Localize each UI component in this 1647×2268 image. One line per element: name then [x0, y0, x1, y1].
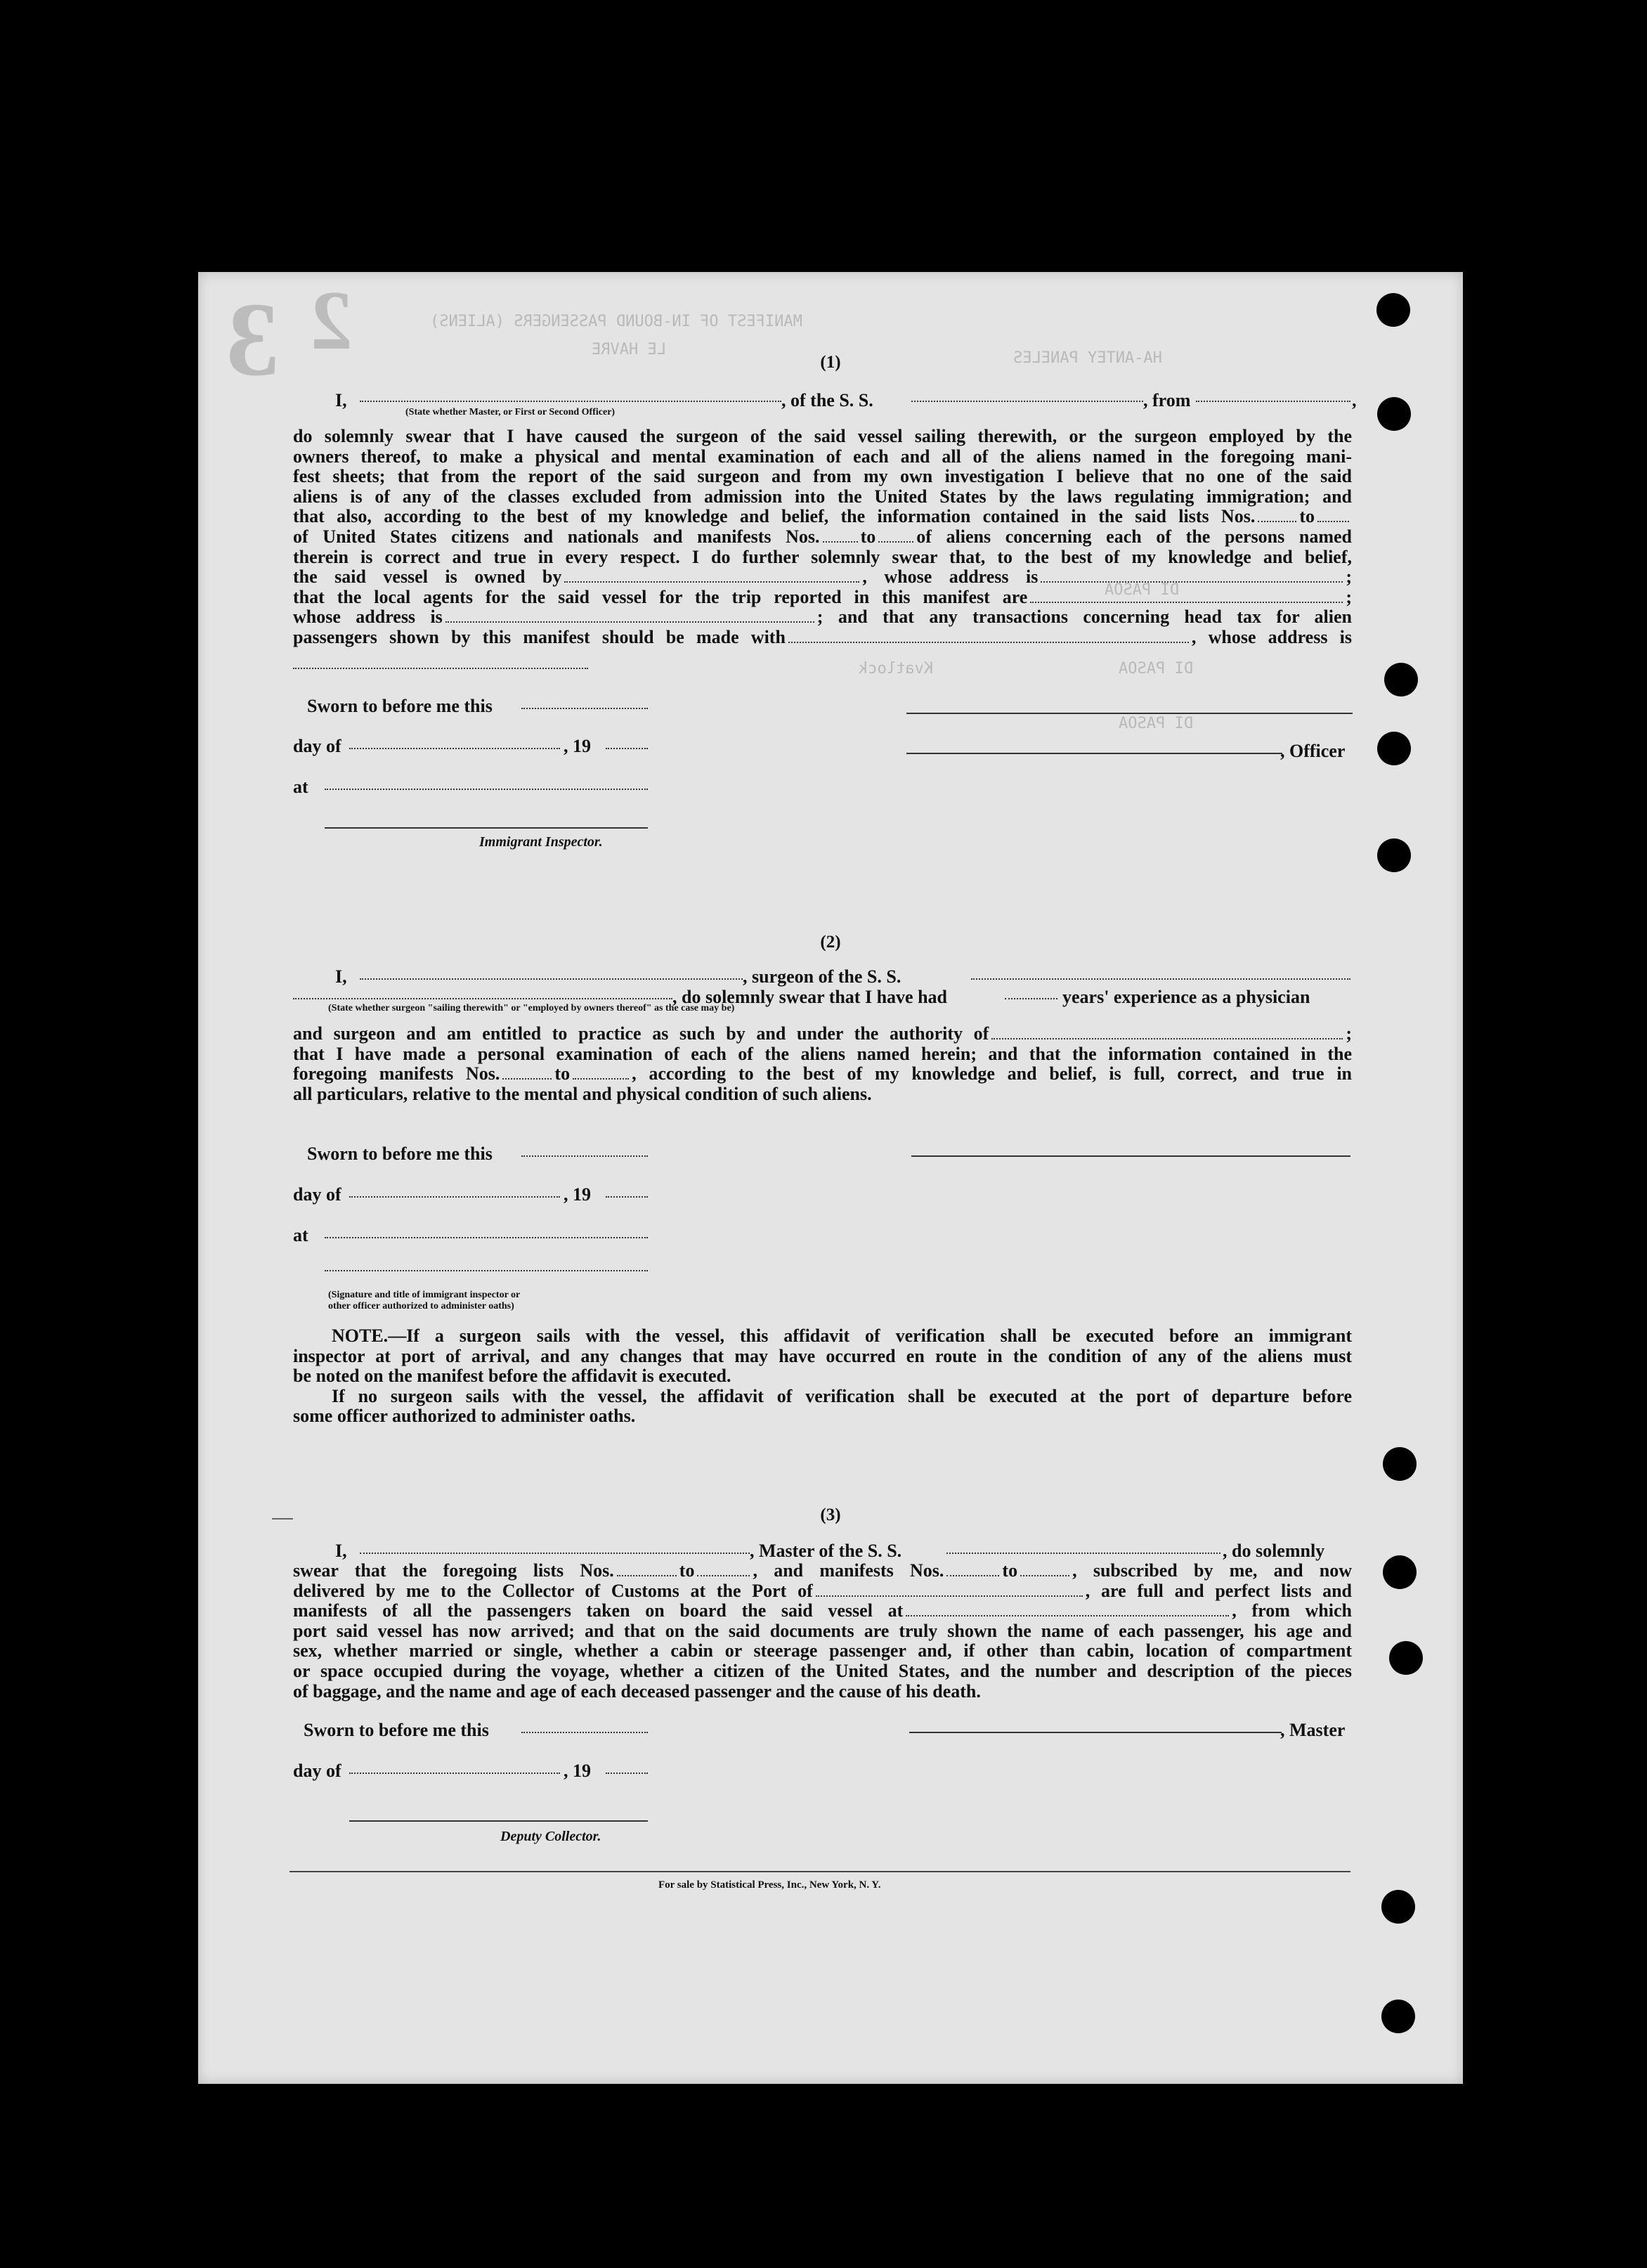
s2-authorized-note-1: (Signature and title of immigrant inspector or	[328, 1290, 521, 1300]
s1-at-field[interactable]	[325, 789, 648, 790]
section1-heading: (1)	[820, 353, 841, 372]
s3-19-label: , 19	[564, 1761, 591, 1781]
footer-rule	[289, 1871, 1350, 1872]
binder-hole	[1381, 1890, 1415, 1924]
binder-hole	[1381, 2000, 1415, 2033]
binder-hole	[1384, 663, 1418, 696]
s2-note: NOTE.—If a surgeon sails with the vessel, this affidavit of verification shall be executed before an immigrant inspector at port of arrival, and any changes that may have occurred en route in the condition of any of the aliens must be noted on the manifest before the affidavit is executed. If no surgeon sails with the vessel, the affidavit of verification shall be executed at the port of departure before some officer authorized to administer oaths.	[293, 1326, 1352, 1427]
bleed-text: Kvatlock	[859, 660, 933, 678]
s3-manifests-from-field[interactable]	[946, 1562, 999, 1576]
s3-i-label: I,	[335, 1541, 347, 1561]
s1-officer-name-field[interactable]	[360, 401, 781, 402]
binder-hole	[1389, 1641, 1423, 1675]
s1-sworn-label: Sworn to before me this	[307, 696, 493, 716]
s1-day-field[interactable]	[349, 748, 560, 749]
s1-from-field[interactable]	[1196, 401, 1350, 402]
section2-heading: (2)	[820, 933, 841, 952]
bleed-number: 3	[226, 281, 279, 398]
s3-lists-from-field[interactable]	[617, 1562, 677, 1576]
s3-year-field[interactable]	[606, 1773, 648, 1774]
s2-i-label: I,	[335, 966, 347, 987]
s3-vessel-field[interactable]	[946, 1553, 1220, 1554]
s3-master-of-label: , Master of the S. S.	[750, 1541, 902, 1561]
s2-vessel-field[interactable]	[971, 978, 1350, 980]
s1-headtax-field[interactable]	[788, 629, 1189, 643]
s3-deputy-signature-line[interactable]	[349, 1820, 648, 1822]
binder-hole	[1376, 293, 1410, 327]
s2-dayof-label: day of	[293, 1184, 341, 1205]
bleed-number: 2	[311, 273, 353, 367]
s1-officer-note: (State whether Master, or First or Second Officer)	[405, 407, 616, 417]
s1-officer-signature-line-1[interactable]	[906, 713, 1353, 714]
s2-at-field[interactable]	[325, 1237, 648, 1238]
section3-heading: (3)	[820, 1505, 841, 1524]
bleed-text: LE HAVRE	[592, 341, 666, 358]
s1-sworn-field[interactable]	[521, 708, 648, 709]
s2-swear-label: , do solemnly swear that I have had	[672, 987, 948, 1007]
s3-master-signature-line[interactable]	[909, 1732, 1282, 1733]
s3-deputy-label: Deputy Collector.	[500, 1829, 601, 1844]
s1-inspector-signature-line[interactable]	[325, 827, 648, 829]
s2-year-field[interactable]	[606, 1196, 648, 1198]
s3-lists-to-field[interactable]	[697, 1562, 750, 1576]
s1-owner-field[interactable]	[564, 569, 859, 583]
s2-years-field[interactable]	[1005, 998, 1057, 999]
s1-ss-label: , of the S. S.	[781, 390, 873, 410]
s1-from-label: , from	[1143, 390, 1191, 410]
s1-agents-field[interactable]	[1030, 589, 1343, 603]
s2-surgeon-name-field[interactable]	[360, 978, 743, 980]
s2-years-label: years' experience as a physician	[1062, 987, 1310, 1007]
bleed-text: DI PASOA	[1119, 660, 1193, 678]
s1-body: do solemnly swear that I have caused the surgeon of the said vessel sailing therewith, or the surgeon employed by the owners thereof, to make a physical and mental examination of each and all of the aliens named in the foregoing mani- fest sheets; that from the report of the said surgeon and from my own investigation I believe that no one of the said aliens is of any of the classes excluded from admission into the United States by the laws regulating immigration; and that also, according to the best of my knowledge and belief, the information contained in the said lists Nos. to of United States citizens and nationals and manifests Nos. to of aliens concerning each of the persons named therein is correct and true in every respect. I do further solemnly swear that, to the best of my knowledge and belief, the said vessel is owned by , whose address is ; that the local agents for the said vessel for the trip reported in this manifest are ; whose address is ; and that any transactions concerning head tax for alien passengers shown by this manifest should be made with , whose address is	[293, 426, 1353, 647]
s1-headtax-address-field[interactable]	[293, 668, 588, 669]
s2-capacity-note: (State whether surgeon "sailing therewith" or "employed by owners thereof" as the case may be)	[328, 1003, 735, 1013]
bleed-text: MANIFEST OF IN-BOUND PASSENGERS (ALIENS)	[430, 313, 802, 330]
s1-vessel-field[interactable]	[911, 401, 1143, 402]
binder-hole	[1377, 838, 1411, 872]
s2-capacity-field[interactable]	[293, 998, 672, 999]
s2-body: and surgeon and am entitled to practice as such by and under the authority of ; that I have made a personal examination of each of the aliens named herein; and that the information contained in the foregoing manifests Nos. to , according to the best of my knowledge and belief, is full, correct, and true in all particulars, relative to the mental and physical condition of such aliens.	[293, 1023, 1353, 1104]
s2-manifests-to-field[interactable]	[573, 1065, 629, 1080]
s1-19-label: , 19	[564, 736, 591, 756]
s1-manifests-to-field[interactable]	[878, 529, 913, 543]
s3-dayof-label: day of	[293, 1761, 341, 1781]
s3-master-label: , Master	[1280, 1720, 1346, 1740]
s3-port-field[interactable]	[816, 1583, 1083, 1597]
s1-at-label: at	[293, 777, 308, 797]
s3-master-name-field[interactable]	[360, 1553, 750, 1554]
s3-manifests-to-field[interactable]	[1020, 1562, 1069, 1576]
s3-sworn-label: Sworn to before me this	[304, 1720, 489, 1740]
s3-sworn-field[interactable]	[521, 1732, 648, 1733]
s1-dayof-label: day of	[293, 736, 341, 756]
s2-manifests-from-field[interactable]	[502, 1065, 552, 1080]
s2-sworn-field[interactable]	[521, 1155, 648, 1157]
s1-officer-label: , Officer	[1280, 741, 1346, 761]
s3-solemnly-label: , do solemnly	[1223, 1541, 1325, 1561]
s2-sworn-label: Sworn to before me this	[307, 1143, 493, 1164]
s2-authorized-signature-line[interactable]	[325, 1270, 648, 1271]
s1-inspector-label: Immigrant Inspector.	[479, 834, 603, 850]
s1-lists-to-field[interactable]	[1317, 508, 1349, 522]
s1-officer-signature-line-2[interactable]	[906, 753, 1282, 754]
bleed-text: DI PASOA	[1105, 581, 1179, 599]
s2-surgeon-label: , surgeon of the S. S.	[743, 966, 901, 987]
s1-lists-from-field[interactable]	[1258, 508, 1296, 522]
s1-i-label: I,	[335, 390, 347, 410]
s3-day-field[interactable]	[349, 1773, 560, 1774]
s2-day-field[interactable]	[349, 1196, 560, 1198]
s1-year-field[interactable]	[606, 748, 648, 749]
s1-comma: ,	[1352, 390, 1357, 410]
bleed-text: DI PASOA	[1119, 715, 1193, 732]
binder-hole	[1377, 397, 1411, 431]
s3-boarded-at-field[interactable]	[906, 1602, 1229, 1616]
form-page	[198, 272, 1463, 2084]
s1-agents-address-field[interactable]	[445, 609, 814, 623]
binder-hole	[1383, 1555, 1417, 1589]
s2-authority-field[interactable]	[991, 1025, 1343, 1039]
bleed-text: HA-ANTEY PANELES	[1013, 349, 1162, 367]
s1-manifests-from-field[interactable]	[823, 529, 858, 543]
s3-body: swear that the foregoing lists Nos. to , and manifests Nos. to , subscribed by me, and now delivered by me to the Collector of Customs at the Port of , are full and perfect lists and manifests of all the passengers taken on board the said vessel at , from which port said vessel has now arrived; and that on the said documents are truly shown the name of each passenger, his age and sex, whether married or single, whether a cabin or steerage passenger and, if other than cabin, location of compartment or space occupied during the voyage, whether a citizen of the United States, and the number and description of the pieces of baggage, and the name and age of each deceased passenger and the cause of his death.	[293, 1560, 1352, 1702]
s2-19-label: , 19	[564, 1184, 591, 1205]
binder-hole	[1383, 1447, 1417, 1481]
footer-text: For sale by Statistical Press, Inc., New York, N. Y.	[658, 1879, 881, 1891]
binder-hole	[1377, 732, 1411, 765]
s1-owner-address-field[interactable]	[1041, 569, 1343, 583]
s2-at-label: at	[293, 1225, 308, 1245]
s2-authorized-note-2: other officer authorized to administer oaths)	[328, 1301, 514, 1311]
s2-surgeon-signature-line[interactable]	[911, 1155, 1350, 1157]
